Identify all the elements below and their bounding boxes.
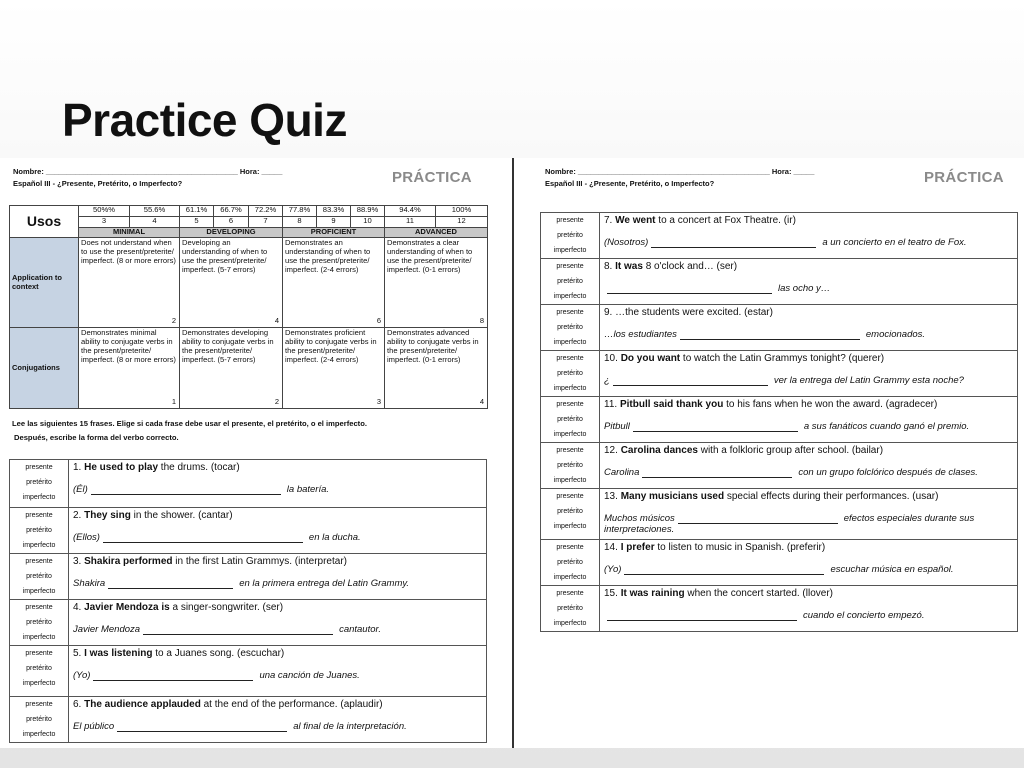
- question-number: 13.: [604, 491, 618, 502]
- rubric-cell-points: 4: [479, 397, 484, 407]
- question-number: 14.: [604, 542, 618, 553]
- answer-options: [10, 600, 69, 646]
- sentence-start: (Ellos): [73, 531, 100, 543]
- question-text: special effects during their performances. (usar): [724, 491, 939, 502]
- name-line: Nombre: ______________________________________________ Hora: _____: [13, 167, 283, 176]
- answer-blank[interactable]: [613, 375, 768, 386]
- question-text: the drums. (tocar): [158, 462, 240, 473]
- question-highlight: He used to play: [84, 462, 159, 473]
- rubric-cell: [180, 238, 283, 328]
- rubric-cell-points: 6: [376, 316, 381, 326]
- question-prompt: [73, 602, 482, 614]
- rubric-table: [9, 205, 488, 409]
- answer-options: [541, 259, 600, 305]
- imperfecto-option[interactable]: imperfecto: [553, 339, 587, 346]
- answer-options: [541, 397, 600, 443]
- question-row: [10, 460, 487, 508]
- answer-options: [541, 540, 600, 586]
- question-highlight: I prefer: [620, 542, 655, 553]
- imperfecto-option[interactable]: imperfecto: [553, 247, 587, 254]
- rubric-percent: 100%: [436, 206, 488, 217]
- rubric-usos-header: Usos: [10, 206, 79, 238]
- rubric-cell-points: 2: [171, 316, 176, 326]
- answer-sentence: [604, 421, 1013, 432]
- question-prompt: [73, 648, 482, 660]
- imperfecto-option[interactable]: imperfecto: [22, 494, 56, 501]
- sentence-start: Carolina: [604, 466, 640, 478]
- sentence-start: Javier Mendoza: [73, 623, 141, 635]
- rubric-percent: 77.8%: [283, 206, 317, 217]
- question-text: …the students were excited. (estar): [615, 307, 773, 318]
- answer-options: [541, 586, 600, 632]
- question-cell: [600, 259, 1018, 305]
- answer-sentence: [604, 564, 1013, 575]
- question-prompt: [604, 491, 1013, 503]
- rubric-points: 3: [79, 217, 130, 228]
- rubric-points: 7: [249, 217, 283, 228]
- answer-blank[interactable]: [680, 329, 860, 340]
- sentence-end: una canción de Juanes.: [259, 669, 360, 681]
- question-row: [541, 443, 1018, 489]
- rubric-row-header: Conjugations: [10, 328, 79, 409]
- rubric-cell: [385, 238, 488, 328]
- rubric-level-proficient: PROFICIENT: [283, 228, 385, 238]
- question-cell: [69, 554, 487, 600]
- question-row: [10, 554, 487, 600]
- preterito-option[interactable]: pretérito: [26, 527, 52, 534]
- question-row: [541, 489, 1018, 540]
- question-row: [541, 305, 1018, 351]
- preterito-option[interactable]: pretérito: [26, 479, 52, 486]
- question-cell: [69, 508, 487, 554]
- presente-option[interactable]: presente: [556, 309, 584, 316]
- presente-option[interactable]: presente: [556, 447, 584, 454]
- presente-option[interactable]: presente: [556, 401, 584, 408]
- preterito-option[interactable]: pretérito: [557, 605, 583, 612]
- preterito-option[interactable]: pretérito: [26, 665, 52, 672]
- question-cell: [600, 351, 1018, 397]
- presente-option[interactable]: presente: [556, 493, 584, 500]
- question-highlight: The audience applauded: [84, 699, 201, 710]
- presente-option[interactable]: presente: [556, 590, 584, 597]
- answer-blank[interactable]: [91, 484, 281, 495]
- instructions-line: Después, escribe la forma del verbo correcto.: [14, 433, 179, 442]
- question-number: 2.: [73, 510, 82, 521]
- presente-option[interactable]: presente: [556, 355, 584, 362]
- question-text: in the shower. (cantar): [130, 510, 233, 521]
- rubric-level-developing: DEVELOPING: [180, 228, 283, 238]
- sentence-start: (Yo): [604, 563, 622, 575]
- rubric-points: 9: [317, 217, 351, 228]
- imperfecto-option[interactable]: imperfecto: [22, 634, 56, 641]
- rubric-cell-points: 4: [274, 316, 279, 326]
- answer-sentence: [604, 467, 1013, 478]
- rubric-cell-points: 2: [274, 397, 279, 407]
- question-text: a singer-songwriter. (ser): [169, 602, 284, 613]
- worksheet-page-right: [514, 158, 1024, 748]
- rubric-points: 11: [385, 217, 436, 228]
- presente-option[interactable]: presente: [556, 263, 584, 270]
- question-cell: [600, 443, 1018, 489]
- question-row: [541, 351, 1018, 397]
- answer-blank[interactable]: [624, 564, 824, 575]
- rubric-cell-text: Demonstrates minimal ability to conjugate verbs in the present/preterite/ imperfect. (8 or more errors): [81, 328, 176, 364]
- sentence-end: en la ducha.: [308, 531, 361, 543]
- answer-options: [541, 489, 600, 540]
- question-text: to listen to music in Spanish. (preferir): [654, 542, 826, 553]
- answer-options: [10, 646, 69, 697]
- rubric-cell-text: Demonstrates advanced ability to conjugate verbs in the present/preterite/ imperfect. (0-1 errors): [387, 328, 479, 364]
- question-highlight: Javier Mendoza is: [84, 602, 170, 613]
- presente-option[interactable]: presente: [25, 604, 53, 611]
- practica-stamp: PRÁCTICA: [392, 169, 472, 186]
- question-number: 10.: [604, 353, 618, 364]
- question-highlight: We went: [615, 215, 656, 226]
- answer-blank[interactable]: [651, 237, 816, 248]
- imperfecto-option[interactable]: imperfecto: [22, 731, 56, 738]
- answer-sentence: [73, 670, 482, 681]
- imperfecto-option[interactable]: imperfecto: [553, 620, 587, 627]
- rubric-cell-text: Demonstrates an understanding of when to use the present/preterite/ imperfect. (2-4 errors): [285, 238, 371, 274]
- question-row: [541, 259, 1018, 305]
- question-cell: [69, 600, 487, 646]
- question-text: to his fans when he won the award. (agradecer): [723, 399, 938, 410]
- question-cell: [69, 646, 487, 697]
- rubric-cell-text: Demonstrates developing ability to conjugate verbs in the present/preterite/ imperfect. (5-7 errors): [182, 328, 274, 364]
- question-row: [10, 646, 487, 697]
- question-number: 3.: [73, 556, 82, 567]
- rubric-level-minimal: MINIMAL: [79, 228, 180, 238]
- practica-stamp: PRÁCTICA: [924, 169, 1004, 186]
- question-number: 6.: [73, 699, 82, 710]
- rubric-cell: [180, 328, 283, 409]
- rubric-percent: 50%%: [79, 206, 130, 217]
- instructions-line: Lee las siguientes 15 frases. Elige si cada frase debe usar el presente, el pretérito, o el imperfecto.: [12, 419, 367, 428]
- rubric-percent: 72.2%: [249, 206, 283, 217]
- answer-sentence: [73, 532, 482, 543]
- rubric-points: 4: [130, 217, 180, 228]
- presente-option[interactable]: presente: [556, 217, 584, 224]
- question-prompt: [604, 261, 1013, 273]
- rubric-percent: 61.1%: [180, 206, 214, 217]
- answer-blank[interactable]: [607, 283, 772, 294]
- rubric-cell-points: 8: [479, 316, 484, 326]
- rubric-percent: 88.9%: [351, 206, 385, 217]
- preterito-option[interactable]: pretérito: [557, 508, 583, 515]
- answer-sentence: [73, 624, 482, 635]
- question-text: with a folkloric group after school. (bailar): [697, 445, 884, 456]
- rubric-row-header: Application to context: [10, 238, 79, 328]
- answer-blank[interactable]: [103, 532, 303, 543]
- rubric-cell-points: 1: [171, 397, 176, 407]
- worksheet-subtitle: Español III - ¿Presente, Pretérito, o Imperfecto?: [545, 179, 715, 188]
- question-highlight: Do you want: [620, 353, 681, 364]
- sentence-start: ¿: [604, 374, 610, 386]
- answer-options: [541, 443, 600, 489]
- question-cell: [600, 305, 1018, 351]
- sentence-end: cuando el concierto empezó.: [803, 609, 925, 621]
- sentence-start: Pitbull: [604, 420, 630, 432]
- preterito-option[interactable]: pretérito: [557, 559, 583, 566]
- preterito-option[interactable]: pretérito: [557, 462, 583, 469]
- question-text: to watch the Latin Grammys tonight? (querer): [680, 353, 885, 364]
- answer-options: [541, 351, 600, 397]
- question-number: 5.: [73, 648, 82, 659]
- question-text: 8 o'clock and… (ser): [642, 261, 738, 272]
- answer-options: [541, 213, 600, 259]
- presente-option[interactable]: presente: [556, 544, 584, 551]
- question-cell: [600, 540, 1018, 586]
- question-row: [541, 540, 1018, 586]
- sentence-start: Muchos músicos: [604, 512, 675, 524]
- answer-blank[interactable]: [607, 610, 797, 621]
- sentence-end: las ocho y…: [778, 282, 831, 294]
- preterito-option[interactable]: pretérito: [557, 370, 583, 377]
- answer-options: [10, 697, 69, 743]
- answer-options: [541, 305, 600, 351]
- question-text: to a Juanes song. (escuchar): [152, 648, 285, 659]
- question-number: 15.: [604, 588, 618, 599]
- preterito-option[interactable]: pretérito: [557, 232, 583, 239]
- questions-table-left: [9, 459, 487, 743]
- preterito-option[interactable]: pretérito: [557, 416, 583, 423]
- rubric-cell-text: Demonstrates a clear understanding of when to use the present/preterite/ imperfect. (0-1 errors): [387, 238, 473, 274]
- rubric-points: 12: [436, 217, 488, 228]
- imperfecto-option[interactable]: imperfecto: [553, 293, 587, 300]
- answer-sentence: [604, 513, 1013, 535]
- question-row: [541, 586, 1018, 632]
- answer-sentence: [604, 329, 1013, 340]
- question-cell: [600, 489, 1018, 540]
- sentence-start: (Yo): [73, 669, 91, 681]
- question-prompt: [604, 353, 1013, 365]
- imperfecto-option[interactable]: imperfecto: [22, 542, 56, 549]
- name-line: Nombre: ______________________________________________ Hora: _____: [545, 167, 815, 176]
- sentence-end: a sus fanáticos cuando ganó el premio.: [803, 420, 970, 432]
- question-prompt: [604, 445, 1013, 457]
- rubric-cell-text: Does not understand when to use the present/preterite/ imperfect. (8 or more errors): [81, 238, 176, 265]
- imperfecto-option[interactable]: imperfecto: [553, 574, 587, 581]
- question-prompt: [73, 462, 482, 474]
- rubric-cell: [79, 238, 180, 328]
- rubric-percent: 55.6%: [130, 206, 180, 217]
- question-prompt: [73, 510, 482, 522]
- question-text: to a concert at Fox Theatre. (ir): [655, 215, 796, 226]
- question-highlight: It was raining: [620, 588, 685, 599]
- rubric-cell-text: Demonstrates proficient ability to conjugate verbs in the present/preterite/ imperfect. (2-4 errors): [285, 328, 377, 364]
- answer-sentence: [604, 610, 1013, 621]
- question-text: at the end of the performance. (aplaudir): [200, 699, 383, 710]
- question-prompt: [604, 542, 1013, 554]
- imperfecto-option[interactable]: imperfecto: [553, 385, 587, 392]
- sentence-end: al final de la interpretación.: [293, 720, 407, 732]
- question-highlight: Pitbull said thank you: [619, 399, 724, 410]
- sentence-end: ver la entrega del Latin Grammy esta noche?: [773, 374, 964, 386]
- sentence-end: escuchar música en español.: [830, 563, 954, 575]
- presente-option[interactable]: presente: [25, 650, 53, 657]
- question-prompt: [604, 588, 1013, 600]
- sentence-end: a un concierto en el teatro de Fox.: [822, 236, 967, 248]
- question-cell: [600, 397, 1018, 443]
- presente-option[interactable]: presente: [25, 512, 53, 519]
- answer-blank[interactable]: [633, 421, 798, 432]
- question-cell: [69, 697, 487, 743]
- answer-options: [10, 508, 69, 554]
- presente-option[interactable]: presente: [25, 464, 53, 471]
- sentence-end: emocionados.: [865, 328, 926, 340]
- preterito-option[interactable]: pretérito: [26, 716, 52, 723]
- sentence-end: efectos especiales durante sus interpretaciones.: [604, 512, 975, 535]
- question-text: in the first Latin Grammys. (interpretar): [172, 556, 347, 567]
- question-number: 9.: [604, 307, 613, 318]
- rubric-cell: [283, 328, 385, 409]
- rubric-cell: [385, 328, 488, 409]
- presente-option[interactable]: presente: [25, 701, 53, 708]
- imperfecto-option[interactable]: imperfecto: [553, 431, 587, 438]
- question-prompt: [73, 699, 482, 711]
- question-highlight: They sing: [84, 510, 131, 521]
- question-prompt: [604, 399, 1013, 411]
- preterito-option[interactable]: pretérito: [557, 278, 583, 285]
- imperfecto-option[interactable]: imperfecto: [553, 477, 587, 484]
- rubric-points: 8: [283, 217, 317, 228]
- answer-options: [10, 554, 69, 600]
- sentence-end: cantautor.: [339, 623, 381, 635]
- preterito-option[interactable]: pretérito: [26, 619, 52, 626]
- answer-blank[interactable]: [678, 513, 838, 524]
- answer-sentence: [604, 283, 1013, 294]
- rubric-percent: 83.3%: [317, 206, 351, 217]
- sentence-end: la batería.: [286, 483, 330, 495]
- answer-blank[interactable]: [108, 578, 233, 589]
- question-row: [541, 397, 1018, 443]
- question-number: 8.: [604, 261, 613, 272]
- sentence-end: en la primera entrega del Latin Grammy.: [239, 577, 410, 589]
- presente-option[interactable]: presente: [25, 558, 53, 565]
- rubric-cell: [79, 328, 180, 409]
- question-cell: [69, 460, 487, 508]
- question-highlight: Many musicians used: [620, 491, 725, 502]
- rubric-points: 6: [214, 217, 249, 228]
- rubric-cell-text: Developing an understanding of when to use the present/preterite/ imperfect. (5-7 errors): [182, 238, 268, 274]
- worksheet-page-left: [0, 158, 512, 748]
- answer-blank[interactable]: [117, 721, 287, 732]
- question-prompt: [73, 556, 482, 568]
- question-row: [10, 600, 487, 646]
- answer-blank[interactable]: [143, 624, 333, 635]
- question-number: 4.: [73, 602, 82, 613]
- imperfecto-option[interactable]: imperfecto: [22, 588, 56, 595]
- rubric-percent: 94.4%: [385, 206, 436, 217]
- preterito-option[interactable]: pretérito: [557, 324, 583, 331]
- rubric-percent: 66.7%: [214, 206, 249, 217]
- question-text: when the concert started. (llover): [684, 588, 833, 599]
- question-number: 12.: [604, 445, 618, 456]
- imperfecto-option[interactable]: imperfecto: [22, 680, 56, 687]
- answer-sentence: [73, 484, 482, 495]
- question-number: 11.: [604, 399, 618, 410]
- sentence-start: …los estudiantes: [604, 328, 677, 340]
- answer-sentence: [604, 237, 1013, 248]
- preterito-option[interactable]: pretérito: [26, 573, 52, 580]
- question-cell: [600, 213, 1018, 259]
- question-highlight: Carolina dances: [620, 445, 698, 456]
- question-highlight: Shakira performed: [84, 556, 173, 567]
- rubric-level-advanced: ADVANCED: [385, 228, 488, 238]
- answer-sentence: [604, 375, 1013, 386]
- question-row: [541, 213, 1018, 259]
- imperfecto-option[interactable]: imperfecto: [553, 523, 587, 530]
- question-highlight: I was listening: [84, 648, 153, 659]
- question-highlight: It was: [615, 261, 643, 272]
- slide-title: Practice Quiz: [62, 94, 347, 146]
- sentence-start: El público: [73, 720, 115, 732]
- answer-blank[interactable]: [642, 467, 792, 478]
- rubric-cell-points: 3: [376, 397, 381, 407]
- rubric-points: 10: [351, 217, 385, 228]
- question-prompt: [604, 215, 1013, 227]
- sentence-start: Shakira: [73, 577, 106, 589]
- question-row: [10, 697, 487, 743]
- answer-sentence: [73, 721, 482, 732]
- question-prompt: [604, 307, 1013, 319]
- sentence-start: (Nosotros): [604, 236, 649, 248]
- worksheet-subtitle: Español III - ¿Presente, Pretérito, o Imperfecto?: [13, 179, 183, 188]
- question-number: 1.: [73, 462, 82, 473]
- answer-sentence: [73, 578, 482, 589]
- rubric-cell: [283, 238, 385, 328]
- answer-blank[interactable]: [93, 670, 253, 681]
- answer-options: [10, 460, 69, 508]
- questions-table-right: [540, 212, 1018, 632]
- sentence-end: con un grupo folclórico después de clases.: [798, 466, 978, 478]
- question-cell: [600, 586, 1018, 632]
- sentence-start: (Él): [73, 483, 88, 495]
- question-number: 7.: [604, 215, 613, 226]
- rubric-points: 5: [180, 217, 214, 228]
- question-row: [10, 508, 487, 554]
